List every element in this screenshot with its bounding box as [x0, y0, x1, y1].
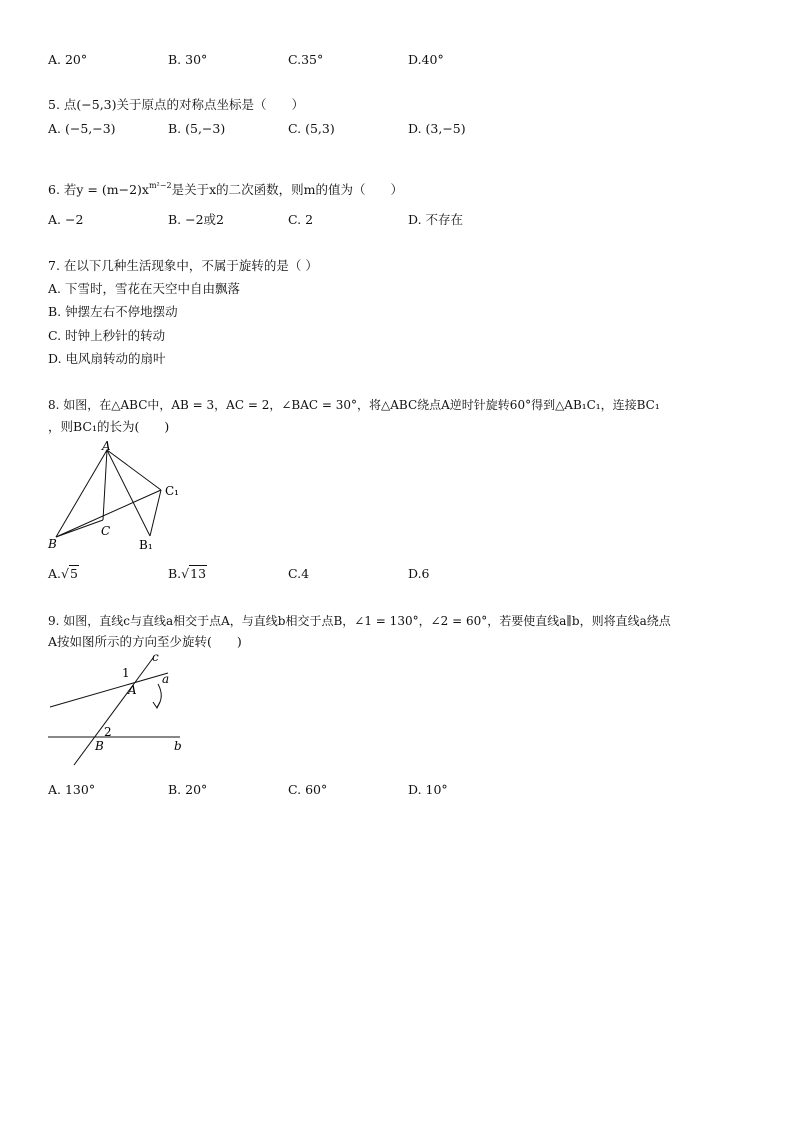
- q6-option-d: D. 不存在: [408, 212, 464, 227]
- q5-stem: 5. 点(−5,3)关于原点的对称点坐标是（ ）: [48, 97, 305, 112]
- q8-option-a: A.√5: [48, 566, 78, 581]
- q8-stem-line1: 8. 如图，在△ABC中，AB = 3，AC = 2，∠BAC = 30°，将△ABC绕点A逆时针旋转60°得到△AB₁C₁，连接BC₁: [48, 398, 660, 412]
- q9-option-d: D. 10°: [408, 782, 448, 797]
- q8-label-b: B: [48, 537, 57, 551]
- q9-line-c: [74, 658, 153, 765]
- q8-option-b-prefix: B.: [168, 566, 182, 581]
- q9-label-b: b: [174, 739, 182, 753]
- q4-option-d: D.40°: [408, 52, 444, 67]
- q6-stem-prefix: 6. 若y = (m−2)x: [48, 182, 149, 197]
- q5-option-b: B. (5,−3): [168, 121, 226, 136]
- q9-label-angle-1: 1: [122, 666, 130, 680]
- q6-option-b: B. −2或2: [168, 212, 225, 227]
- q8-label-b1: B₁: [139, 538, 153, 552]
- q9-rotation-arrowhead: [153, 702, 160, 708]
- q9-stem-line1: 9. 如图，直线c与直线a相交于点A，与直线b相交于点B，∠1 = 130°，∠2 = 60°，若要使直线a∥b，则将直线a绕点: [48, 614, 671, 628]
- q8-segment-ab: [56, 450, 107, 537]
- q5-option-c: C. (5,3): [288, 121, 335, 136]
- q8-option-a-radicand: 5: [69, 566, 78, 581]
- q4-option-c: C.35°: [288, 52, 324, 67]
- q7-option-b: B. 钟摆左右不停地摆动: [48, 304, 178, 319]
- q9-label-c: c: [152, 650, 159, 664]
- q8-segment-ac1: [107, 450, 161, 490]
- q8-option-b: B.√13: [168, 566, 207, 581]
- q6-option-c: C. 2: [288, 212, 314, 227]
- q8-label-c: C: [101, 524, 111, 538]
- q7-option-a: A. 下雪时，雪花在天空中自由飘落: [48, 281, 240, 296]
- q9-figure: [40, 650, 200, 770]
- q6-stem: [48, 178, 403, 198]
- q9-option-c: C. 60°: [288, 782, 328, 797]
- q8-segment-bc: [56, 520, 103, 537]
- q7-option-c: C. 时钟上秒针的转动: [48, 328, 166, 343]
- q9-option-b: B. 20°: [168, 782, 208, 797]
- q8-segment-ab1: [107, 450, 150, 536]
- q5-option-d: D. (3,−5): [408, 121, 466, 136]
- q8-option-d: D.6: [408, 566, 430, 581]
- q8-label-a: A: [102, 439, 111, 453]
- q8-figure: [40, 438, 200, 558]
- q8-option-b-radicand: 13: [190, 566, 207, 581]
- q8-segment-b1c1: [150, 490, 161, 536]
- q4-option-b: B. 30°: [168, 52, 208, 67]
- q5-option-a: A. (−5,−3): [48, 121, 116, 136]
- q8-segment-ac: [103, 450, 107, 520]
- q4-option-a: A. 20°: [48, 52, 88, 67]
- q8-label-c1: C₁: [165, 484, 179, 498]
- q9-label-point-b: B: [95, 739, 104, 753]
- q7-option-d: D. 电风扇转动的扇叶: [48, 351, 166, 366]
- q9-label-angle-2: 2: [104, 725, 112, 739]
- q6-stem-exponent: m²−2: [148, 181, 172, 190]
- q7-stem: 7. 在以下几种生活现象中，不属于旋转的是（ ）: [48, 258, 318, 273]
- q8-stem-line2: ，则BC₁的长为( ): [48, 419, 170, 434]
- q9-option-a: A. 130°: [48, 782, 96, 797]
- q6-option-a: A. −2: [48, 212, 84, 227]
- q9-label-a: a: [162, 672, 170, 686]
- q6-stem-suffix: 是关于x的二次函数，则m的值为（ ）: [171, 182, 403, 197]
- q9-label-point-a: A: [128, 683, 137, 697]
- q9-stem-line2: A按如图所示的方向至少旋转( ): [48, 634, 242, 649]
- q9-line-a: [50, 673, 168, 707]
- q8-option-c: C.4: [288, 566, 310, 581]
- q8-option-a-prefix: A.: [48, 566, 62, 581]
